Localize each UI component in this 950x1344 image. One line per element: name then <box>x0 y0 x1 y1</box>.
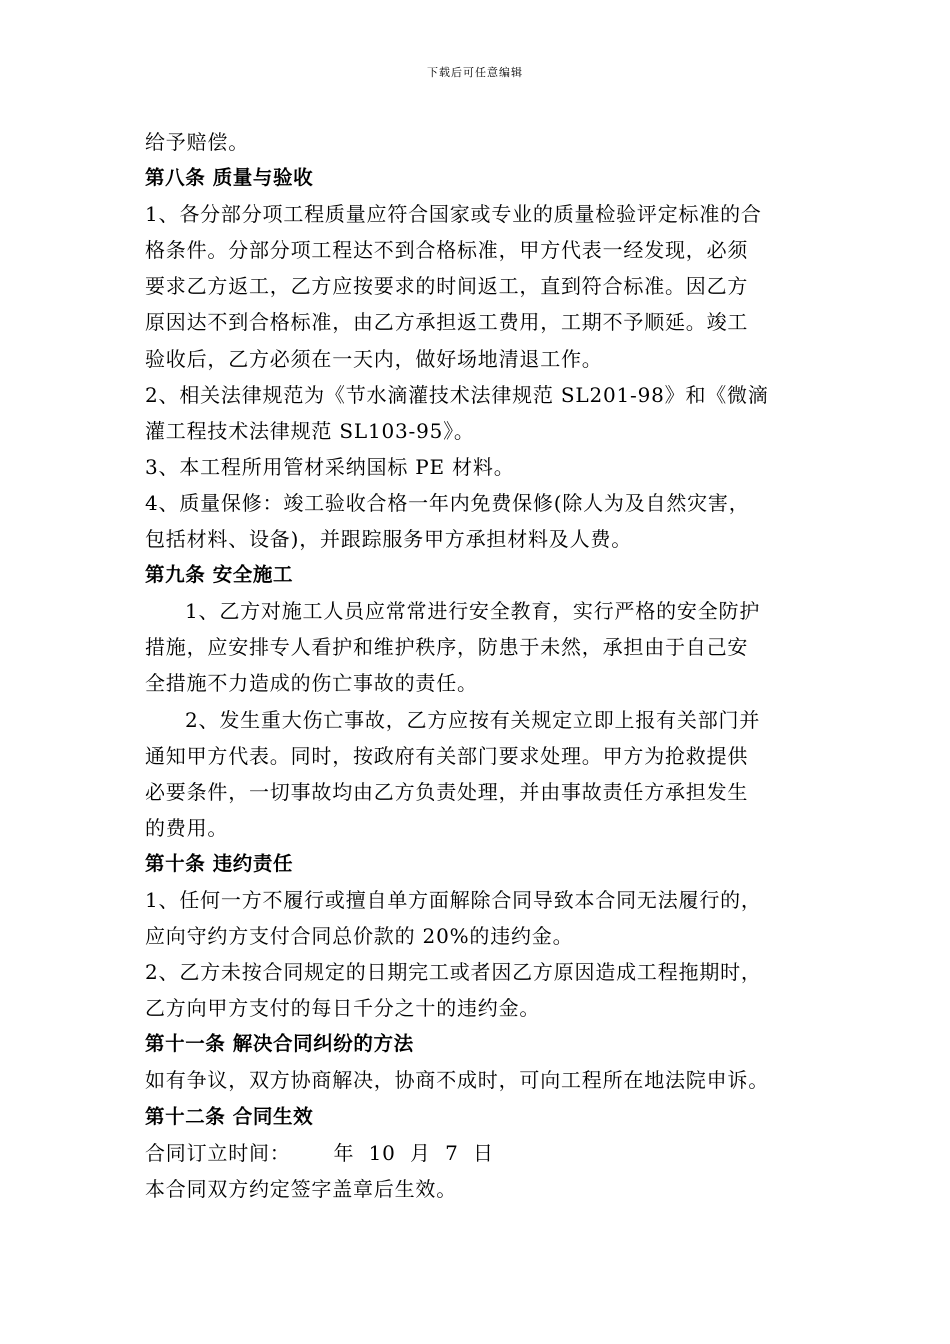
paragraph-line: 乙方向甲方支付的每日千分之十的违约金。 <box>145 996 541 1021</box>
paragraph-line: 2、乙方未按合同规定的日期完工或者因乙方原因造成工程拖期时， <box>145 960 762 985</box>
paragraph-line: 措施，应安排专人看护和维护秩序，防患于未然，承担由于自己安 <box>145 635 749 660</box>
paragraph-line: 本合同双方约定签字盖章后生效。 <box>145 1176 457 1201</box>
section-heading-9: 第九条 安全施工 <box>145 563 294 587</box>
document-body <box>145 124 815 1207</box>
contract-date-line: 合同订立时间： 年 10 月 7 日 <box>145 1140 494 1165</box>
paragraph-line: 4、质量保修：竣工验收合格一年内免费保修(除人为及自然灾害， <box>145 490 750 515</box>
paragraph-line: 应向守约方支付合同总价款的 20%的违约金。 <box>145 924 574 949</box>
section-heading-11: 第十一条 解决合同纠纷的方法 <box>145 1032 414 1056</box>
section-heading-8: 第八条 质量与验收 <box>145 166 314 190</box>
paragraph-line: 3、本工程所用管材采纳国标 PE 材料。 <box>145 454 515 479</box>
paragraph-line: 必要条件，一切事故均由乙方负责处理，并由事故责任方承担发生 <box>145 779 749 804</box>
paragraph-line: 1、任何一方不履行或擅自单方面解除合同导致本合同无法履行的， <box>145 887 762 912</box>
paragraph-line: 验收后，乙方必须在一天内，做好场地清退工作。 <box>145 346 603 371</box>
paragraph-line: 全措施不力造成的伤亡事故的责任。 <box>145 671 478 696</box>
paragraph-line: 2、发生重大伤亡事故，乙方应按有关规定立即上报有关部门并 <box>185 707 761 732</box>
paragraph-line: 1、乙方对施工人员应常常进行安全教育，实行严格的安全防护 <box>185 599 761 624</box>
paragraph-line: 原因达不到合格标准，由乙方承担返工费用，工期不予顺延。竣工 <box>145 310 749 335</box>
page-header: 下载后可任意编辑 <box>427 66 523 79</box>
section-heading-10: 第十条 违约责任 <box>145 851 294 875</box>
paragraph-line: 灌工程技术法律规范 SL103-95》。 <box>145 418 475 443</box>
paragraph-line: 通知甲方代表。同时，按政府有关部门要求处理。甲方为抢救提供 <box>145 743 749 768</box>
section-heading-12: 第十二条 合同生效 <box>145 1104 314 1128</box>
paragraph-line: 的费用。 <box>145 815 229 840</box>
paragraph-line: 给予赔偿。 <box>145 130 249 154</box>
paragraph-line: 如有争议，双方协商解决，协商不成时，可向工程所在地法院申诉。 <box>145 1068 769 1093</box>
paragraph-line: 格条件。分部分项工程达不到合格标准，甲方代表一经发现，必须 <box>145 238 749 263</box>
paragraph-line: 1、各分部分项工程质量应符合国家或专业的质量检验评定标准的合 <box>145 202 762 227</box>
paragraph-line: 2、相关法律规范为《节水滴灌技术法律规范 SL201-98》和《微滴 <box>145 382 769 407</box>
paragraph-line: 包括材料、设备)，并跟踪服务甲方承担材料及人费。 <box>145 527 633 552</box>
paragraph-line: 要求乙方返工，乙方应按要求的时间返工，直到符合标准。因乙方 <box>145 274 749 299</box>
